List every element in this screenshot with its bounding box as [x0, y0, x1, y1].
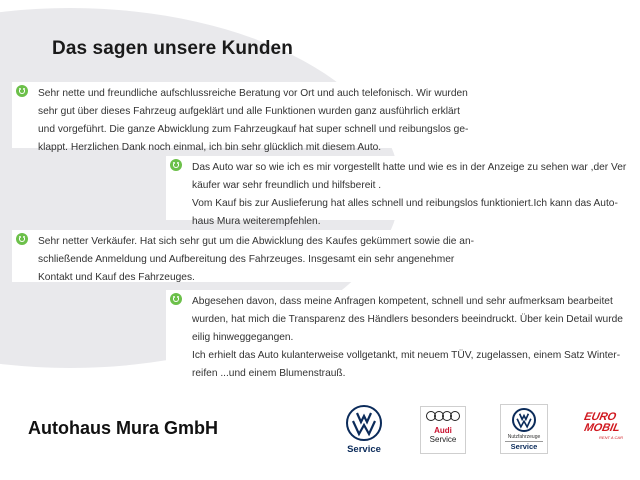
- review-line: eilig hinweggegangen.: [192, 332, 294, 343]
- vw-logo-icon: [512, 408, 536, 432]
- vw-service-label: Service: [347, 444, 381, 455]
- company-name: Autohaus Mura GmbH: [28, 418, 219, 438]
- page-title: Das sagen unsere Kunden: [52, 38, 293, 59]
- smiley-icon: [16, 85, 28, 97]
- review-line: wurden, hat mich die Transparenz des Händlers besonders beeindruckt. Über kein Detail wurde: [192, 314, 623, 325]
- audi-service-label: Service: [429, 435, 457, 444]
- review-line: käufer war sehr freundlich und hilfsbereit .: [192, 180, 382, 191]
- euromobil-tag: RENT A CAR: [599, 435, 623, 440]
- review-line: haus Mura weiterempfehlen.: [192, 216, 321, 227]
- review-line: klappt. Herzlichen Dank noch einmal, ich bin sehr glücklich mit diesem Auto.: [38, 142, 382, 153]
- review-line: schließende Anmeldung und Aufbereitung des Fahrzeuges. Insgesamt ein sehr angenehmer: [38, 254, 455, 265]
- review-line: Abgesehen davon, dass meine Anfragen kompetent, schnell und sehr aufmerksam bearbeitet: [192, 296, 613, 307]
- review-3: [12, 230, 475, 283]
- vwn-service-label: Service: [505, 441, 543, 451]
- audi-rings-icon: [426, 411, 460, 421]
- review-4: [166, 290, 634, 379]
- smiley-icon: [170, 293, 182, 305]
- review-line: Ich erhielt das Auto kulanterweise vollgetankt, mit neuem TÜV, zugelassen, einem Satz Winter-: [192, 350, 621, 361]
- euromobil-bottom: MOBIL: [583, 422, 622, 434]
- vw-nutzfahrzeuge-logo: [500, 404, 548, 454]
- review-line: Vom Kauf bis zur Auslieferung hat alles schnell und reibungslos funktioniert.Ich kann das Auto-: [192, 198, 618, 209]
- review-2: [166, 156, 627, 227]
- review-line: Kontakt und Kauf des Fahrzeuges.: [38, 272, 195, 283]
- review-line: Sehr netter Verkäufer. Hat sich sehr gut um die Abwicklung des Kaufes gekümmert sowie die an-: [38, 236, 475, 247]
- review-line: reifen ...und einem Blumenstrauß.: [192, 368, 346, 379]
- audi-brand-label: Audi: [434, 426, 452, 435]
- review-line: Das Auto war so wie ich es mir vorgestellt hatte und wie es in der Anzeige zu sehen war ,der Ver: [192, 162, 627, 173]
- review-1: [12, 82, 472, 153]
- euromobil-top: EURO: [582, 411, 618, 423]
- review-line: Sehr nette und freundliche aufschlussreiche Beratung vor Ort und auch telefonisch. Wir wurden: [38, 88, 468, 99]
- review-line: und vorgeführt. Die ganze Abwicklung zum Fahrzeugkauf hat super schnell und reibungslos ge-: [38, 124, 469, 135]
- euromobil-logo: [572, 412, 628, 452]
- vwn-label: Nutzfahrzeuge: [507, 434, 541, 440]
- vw-service-logo: [340, 405, 388, 455]
- review-line: sehr gut über dieses Fahrzeug aufgeklärt und alle Funktionen wurden ganz ausführlich erklärt: [38, 106, 460, 117]
- smiley-icon: [16, 233, 28, 245]
- smiley-icon: [170, 159, 182, 171]
- vw-logo-icon: [346, 405, 382, 441]
- audi-service-logo: [420, 406, 466, 454]
